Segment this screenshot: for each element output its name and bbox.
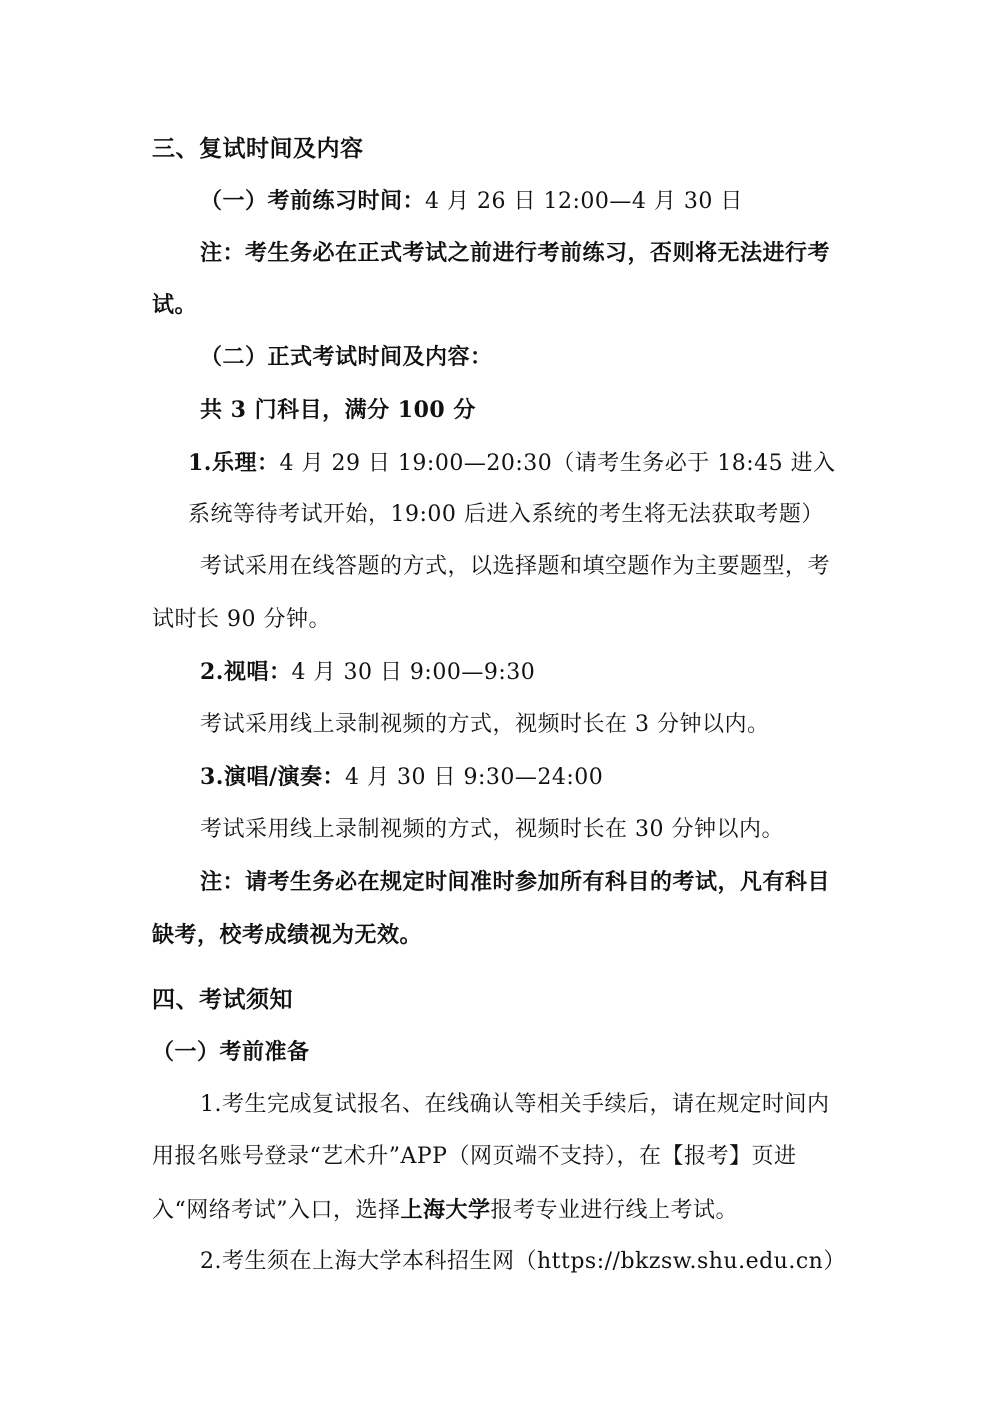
- subject3-time-line: [200, 762, 603, 793]
- subject3-time: 4 月 30 日 9:30—24:00: [345, 765, 604, 790]
- note2-line1: 注：请考生务必在规定时间准时参加所有科目的考试，凡有科目: [200, 869, 831, 895]
- section3-title: 三、复试时间及内容: [152, 135, 364, 162]
- subject1-label: 1.乐理：: [188, 450, 280, 476]
- prep1-line2: 用报名账号登录“艺术升”APP（网页端不支持），在【报考】页进: [152, 1144, 797, 1169]
- subject2-desc: 考试采用线上录制视频的方式，视频时长在 3 分钟以内。: [200, 712, 770, 737]
- prep2-line1: 2.考生须在上海大学本科招生网（https://bkzsw.shu.edu.cn）: [200, 1249, 846, 1274]
- note1-line1: 注：考生务必在正式考试之前进行考前练习，否则将无法进行考: [200, 240, 831, 266]
- subject2-time-line: [200, 657, 535, 688]
- subject1-time-line2: 系统等待考试开始，19:00 后进入系统的考生将无法获取考题）: [188, 502, 824, 527]
- subject2-time: 4 月 30 日 9:00—9:30: [291, 660, 536, 685]
- subject1-desc-line1: 考试采用在线答题的方式，以选择题和填空题作为主要题型，考: [200, 554, 831, 579]
- prep-title: （一）考前准备: [152, 1039, 310, 1065]
- prep1-line1: 1.考生完成复试报名、在线确认等相关手续后，请在规定时间内: [200, 1092, 830, 1117]
- practice-time: 4 月 26 日 12:00—4 月 30 日: [425, 189, 743, 214]
- section4-title: 四、考试须知: [152, 986, 293, 1013]
- note2-line2: 缺考，校考成绩视为无效。: [152, 922, 423, 948]
- formal-exam-label: （二）正式考试时间及内容：: [200, 344, 493, 370]
- subject2-label: 2.视唱：: [200, 659, 292, 685]
- university-name: 上海大学: [400, 1197, 491, 1223]
- prep1-line3: [152, 1195, 738, 1226]
- subject1-time: 4 月 29 日 19:00—20:30（请考生务必于 18:45 进入: [279, 451, 836, 476]
- subject3-label: 3.演唱/演奏：: [200, 764, 346, 790]
- prep1-line3-start: 入“网络考试”入口，选择: [152, 1198, 401, 1223]
- practice-label: （一）考前练习时间：: [200, 188, 426, 214]
- note1-line2: 试。: [152, 292, 198, 318]
- subject1-time-line1: [188, 448, 836, 479]
- total-subjects: 共 3 门科目，满分 100 分: [200, 397, 476, 423]
- practice-time-line: [200, 186, 743, 217]
- subject1-desc-line2: 试时长 90 分钟。: [152, 607, 331, 632]
- subject3-desc: 考试采用线上录制视频的方式，视频时长在 30 分钟以内。: [200, 817, 784, 842]
- prep1-line3-end: 报考专业进行线上考试。: [490, 1198, 739, 1223]
